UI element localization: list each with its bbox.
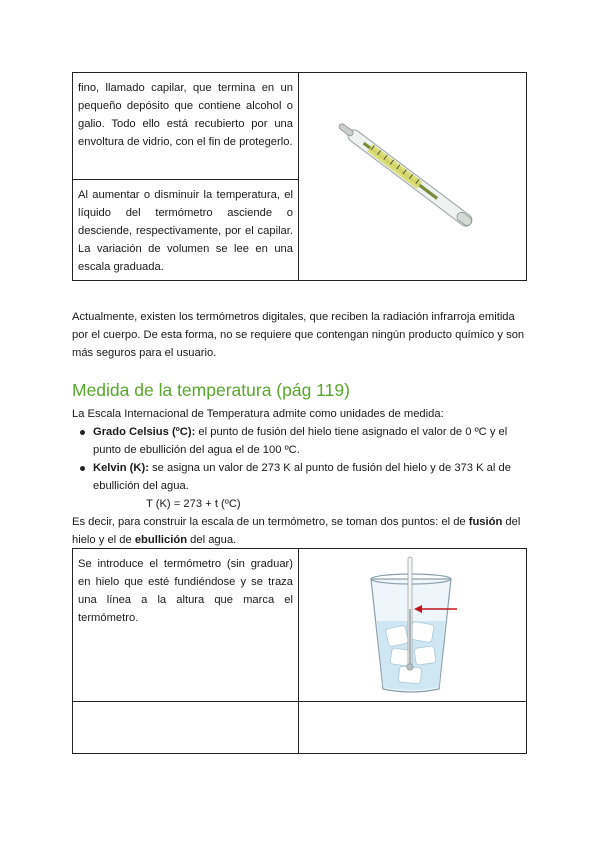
glass-of-ice-image — [299, 549, 526, 699]
closing-text-before: Es decir, para construir la escala de un termómetro, se toman dos puntos: el de — [72, 516, 469, 528]
celsius-term: Grado Celsius (ºC): — [93, 426, 196, 438]
section-intro: La Escala Internacional de Temperatura admite como unidades de medida: — [72, 408, 444, 420]
section-title: Medida de la temperatura (pág 119) — [72, 380, 350, 400]
kelvin-formula: T (K) = 273 + t (ºC) — [146, 498, 241, 510]
celsius-definition: el punto de fusión del hielo tiene asignado el valor de 0 ºC y el punto de ebullición del agua el de 100 ºC. — [93, 426, 508, 456]
table1-row1-text: fino, llamado capilar, que termina en un pequeño depósito que contiene alcohol o galio. Todo ello está recubierto por una envoltura de vidrio, con el fin de protegerlo. — [78, 82, 293, 148]
table1-cell-behaviour — [73, 180, 299, 281]
table2-row1-text: Se introduce el termómetro (sin graduar) en hielo que esté fundiéndose y se traza una línea a la altura que marca el termómetro. — [78, 558, 293, 624]
thermometer-table — [72, 72, 527, 281]
table2-cell-description — [73, 549, 299, 702]
table2-empty-cell-left — [73, 702, 299, 754]
bullet-icon — [80, 430, 85, 435]
closing-paragraph — [72, 513, 528, 549]
list-item-kelvin — [72, 459, 532, 495]
table1-cell-description — [73, 73, 299, 180]
clinical-thermometer-image — [299, 82, 526, 272]
closing-text-after: del agua. — [187, 534, 237, 546]
table1-image-cell — [299, 73, 527, 281]
kelvin-definition: se asigna un valor de 273 K al punto de fusión del hielo y de 373 K al de ebullición del agua. — [93, 462, 511, 492]
kelvin-term: Kelvin (K): — [93, 462, 149, 474]
digital-thermometers-paragraph: Actualmente, existen los termómetros digitales, que reciben la radiación infrarroja emitida por el cuerpo. De esta forma, no se requiere que contengan ningún producto químico y son más seguros para el usuario. — [72, 311, 525, 359]
table2-empty-cell-right — [299, 702, 527, 754]
closing-bold-fusion: fusión — [468, 516, 503, 528]
closing-text-middle: del hielo y el de — [72, 516, 521, 546]
closing-bold-ebullicion: ebullición — [134, 534, 188, 546]
table2-image-cell — [299, 549, 527, 702]
ice-table — [72, 548, 527, 754]
units-list — [72, 423, 532, 495]
list-item-celsius — [72, 423, 532, 459]
table1-row2-text: Al aumentar o disminuir la temperatura, el líquido del termómetro asciende o desciende, respectivamente, por el capilar. La variación de volumen se lee en una escala graduada. — [78, 189, 293, 273]
bullet-icon — [80, 466, 85, 471]
